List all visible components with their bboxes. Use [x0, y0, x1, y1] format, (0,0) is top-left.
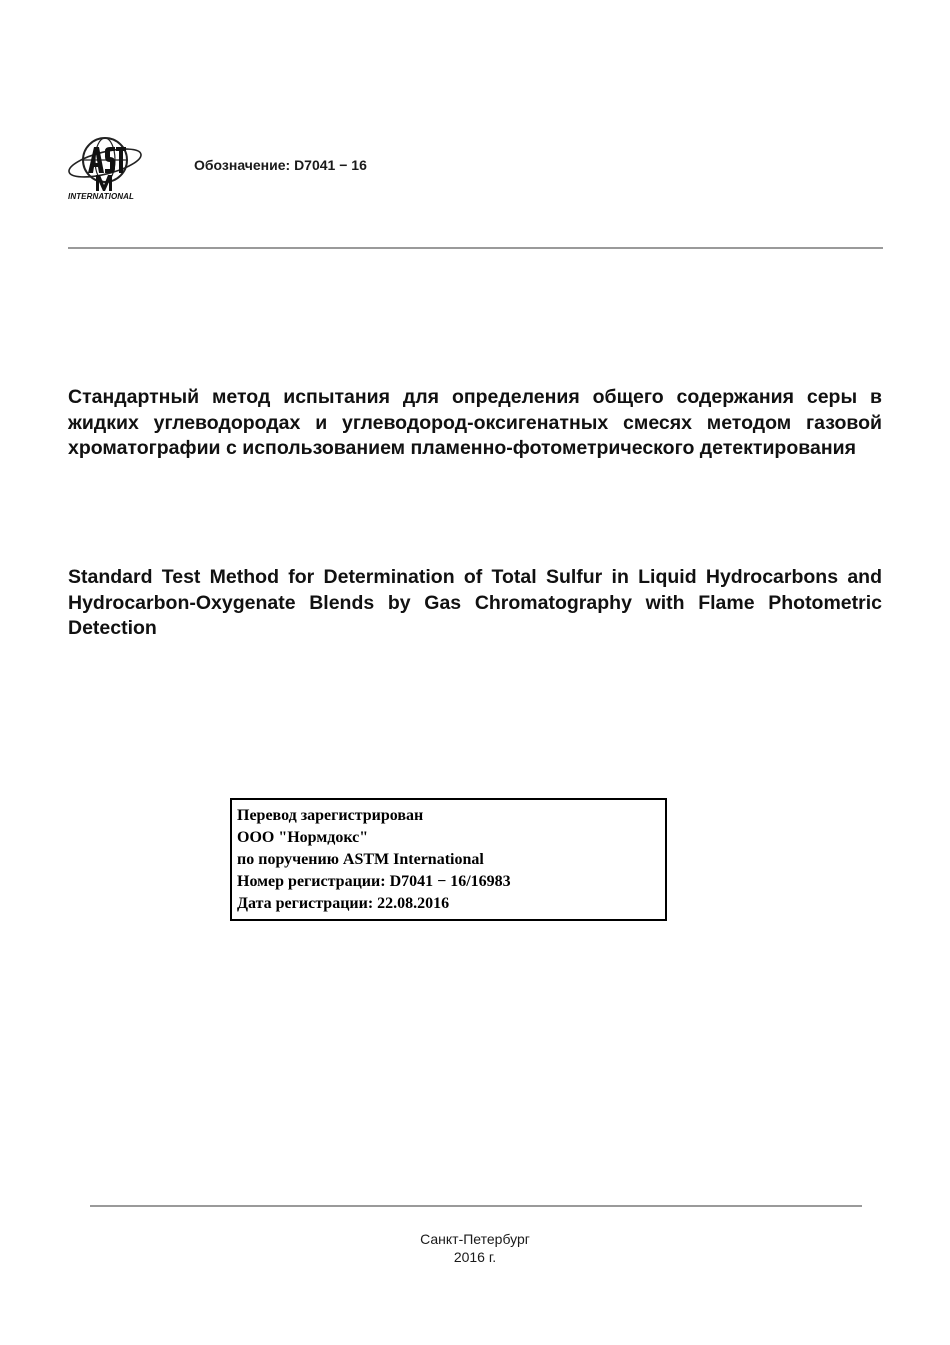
title-russian: Стандартный метод испытания для определения общего содержания серы в жидких углеводородах и углеводород-оксигенатных смесях методом газовой хроматографии с использованием пламенно-фотометрического детектирования	[68, 386, 882, 459]
registration-line-2: ООО "Нормдокс"	[237, 829, 369, 846]
footer-year: 2016 г.	[453, 1249, 497, 1265]
top-divider	[68, 247, 883, 249]
registration-box	[230, 798, 667, 921]
registration-date: Дата регистрации: 22.08.2016	[237, 895, 450, 912]
logo-text: INTERNATIONAL	[68, 192, 135, 201]
bottom-divider	[90, 1205, 862, 1207]
footer	[0, 1230, 950, 1266]
title-english: Standard Test Method for Determination of Total Sulfur in Liquid Hydrocarbons and Hydrocarbon-Oxygenate Blends by Gas Chromatography with Flame Photometric Detection	[68, 566, 882, 639]
registration-line-3: по поручению ASTM International	[237, 851, 484, 868]
footer-city: Санкт-Петербург	[420, 1231, 530, 1247]
document-designation: Обозначение: D7041 − 16	[194, 157, 367, 173]
astm-logo-icon	[66, 133, 144, 205]
registration-number: Номер регистрации: D7041 − 16/16983	[237, 873, 511, 890]
registration-line-1: Перевод зарегистрирован	[237, 807, 424, 824]
